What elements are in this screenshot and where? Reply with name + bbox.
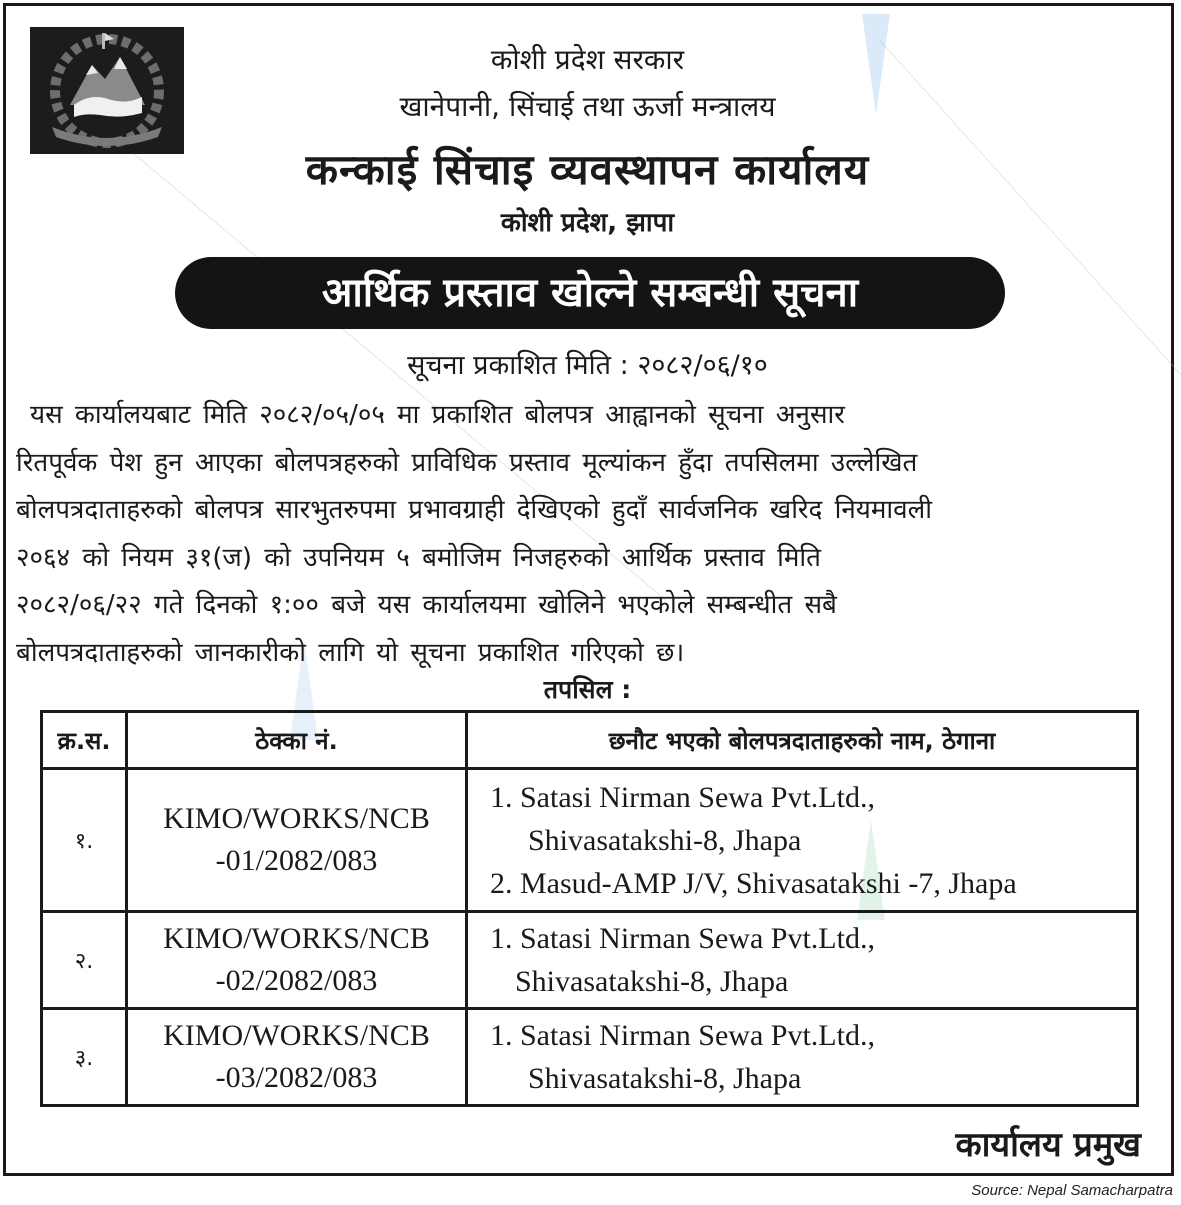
column-header-contract-no: ठेक्का नं. (127, 712, 467, 769)
bidder-name: 1. Satasi Nirman Sewa Pvt.Ltd., (490, 780, 875, 814)
contract-number-line1: KIMO/WORKS/NCB (163, 922, 430, 955)
body-line: बोलपत्रदाताहरुको जानकारीको लागि यो सूचना प्रकाशित गरिएको छ। (16, 637, 685, 668)
notice-body (16, 392, 1164, 677)
bidder-name: 2. Masud-AMP J/V, Shivasatakshi -7, Jhapa (490, 866, 1017, 900)
contract-number (127, 1009, 467, 1106)
body-line: बोलपत्रदाताहरुको बोलपत्र सारभुतरुपमा प्रभावग्राही देखिएको हुदाँ सार्वजनिक खरिद नियमावली (16, 495, 932, 525)
body-line: रितपूर्वक पेश हुन आएका बोलपत्रहरुको प्राविधिक प्रस्ताव मूल्यांकन हुँदा तपसिलमा उल्लेखित (16, 447, 918, 478)
bidder-name: 1. Satasi Nirman Sewa Pvt.Ltd., (490, 1019, 875, 1052)
notice-title: आर्थिक प्रस्ताव खोल्ने सम्बन्धी सूचना (175, 257, 1005, 329)
table-row (42, 912, 1138, 1009)
column-header-serial: क्र.स. (42, 712, 127, 769)
contract-number-line2: -03/2082/083 (215, 1061, 378, 1094)
contract-number (127, 912, 467, 1009)
signatory-title: कार्यालय प्रमुख (955, 1125, 1141, 1165)
table-header-row (42, 712, 1138, 769)
serial-number: २. (42, 912, 127, 1009)
body-line: २०६४ को नियम ३१(ज) को उपनियम ५ बमोजिम निजहरुको आर्थिक प्रस्ताव मिति (16, 542, 821, 573)
source-credit: Source: Nepal Samacharpatra (971, 1182, 1173, 1199)
column-header-bidders: छनौट भएको बोलपत्रदाताहरुको नाम, ठेगाना (467, 712, 1138, 769)
bidder-list (467, 912, 1138, 1009)
serial-number: ३. (42, 1009, 127, 1106)
bidder-address: Shivasatakshi-8, Jhapa (528, 823, 802, 857)
contract-number-line2: -01/2082/083 (215, 844, 378, 877)
publication-date: सूचना प्रकाशित मिति : २०८२/०६/१० (407, 350, 768, 381)
bidder-address: Shivasatakshi-8, Jhapa (528, 1062, 802, 1095)
province-government-heading: कोशी प्रदेश सरकार (490, 43, 685, 76)
schedule-heading: तपसिल : (543, 675, 632, 704)
ministry-heading: खानेपानी, सिंचाई तथा ऊर्जा मन्त्रालय (399, 90, 776, 123)
contract-number-line1: KIMO/WORKS/NCB (163, 1019, 430, 1052)
body-line: यस कार्यालयबाट मिति २०८२/०५/०५ मा प्रकाशित बोलपत्र आह्वानको सूचना अनुसार (30, 400, 845, 430)
office-location: कोशी प्रदेश, झापा (500, 208, 675, 238)
body-line: २०८२/०६/२२ गते दिनको १:०० बजे यस कार्यालयमा खोलिने भएकोले सम्बन्धीत सबै (16, 590, 837, 620)
bidder-address: Shivasatakshi-8, Jhapa (515, 965, 789, 998)
table-row (42, 1009, 1138, 1106)
office-name-heading: कन्काई सिंचाइ व्यवस्थापन कार्यालय (305, 145, 870, 194)
selected-bidders-table (40, 710, 1139, 1107)
contract-number (127, 769, 467, 912)
bidder-list (467, 769, 1138, 912)
bidder-name: 1. Satasi Nirman Sewa Pvt.Ltd., (490, 922, 875, 955)
serial-number: १. (42, 769, 127, 912)
contract-number-line1: KIMO/WORKS/NCB (163, 802, 430, 835)
contract-number-line2: -02/2082/083 (215, 964, 378, 997)
table-row (42, 769, 1138, 912)
bidder-list (467, 1009, 1138, 1106)
